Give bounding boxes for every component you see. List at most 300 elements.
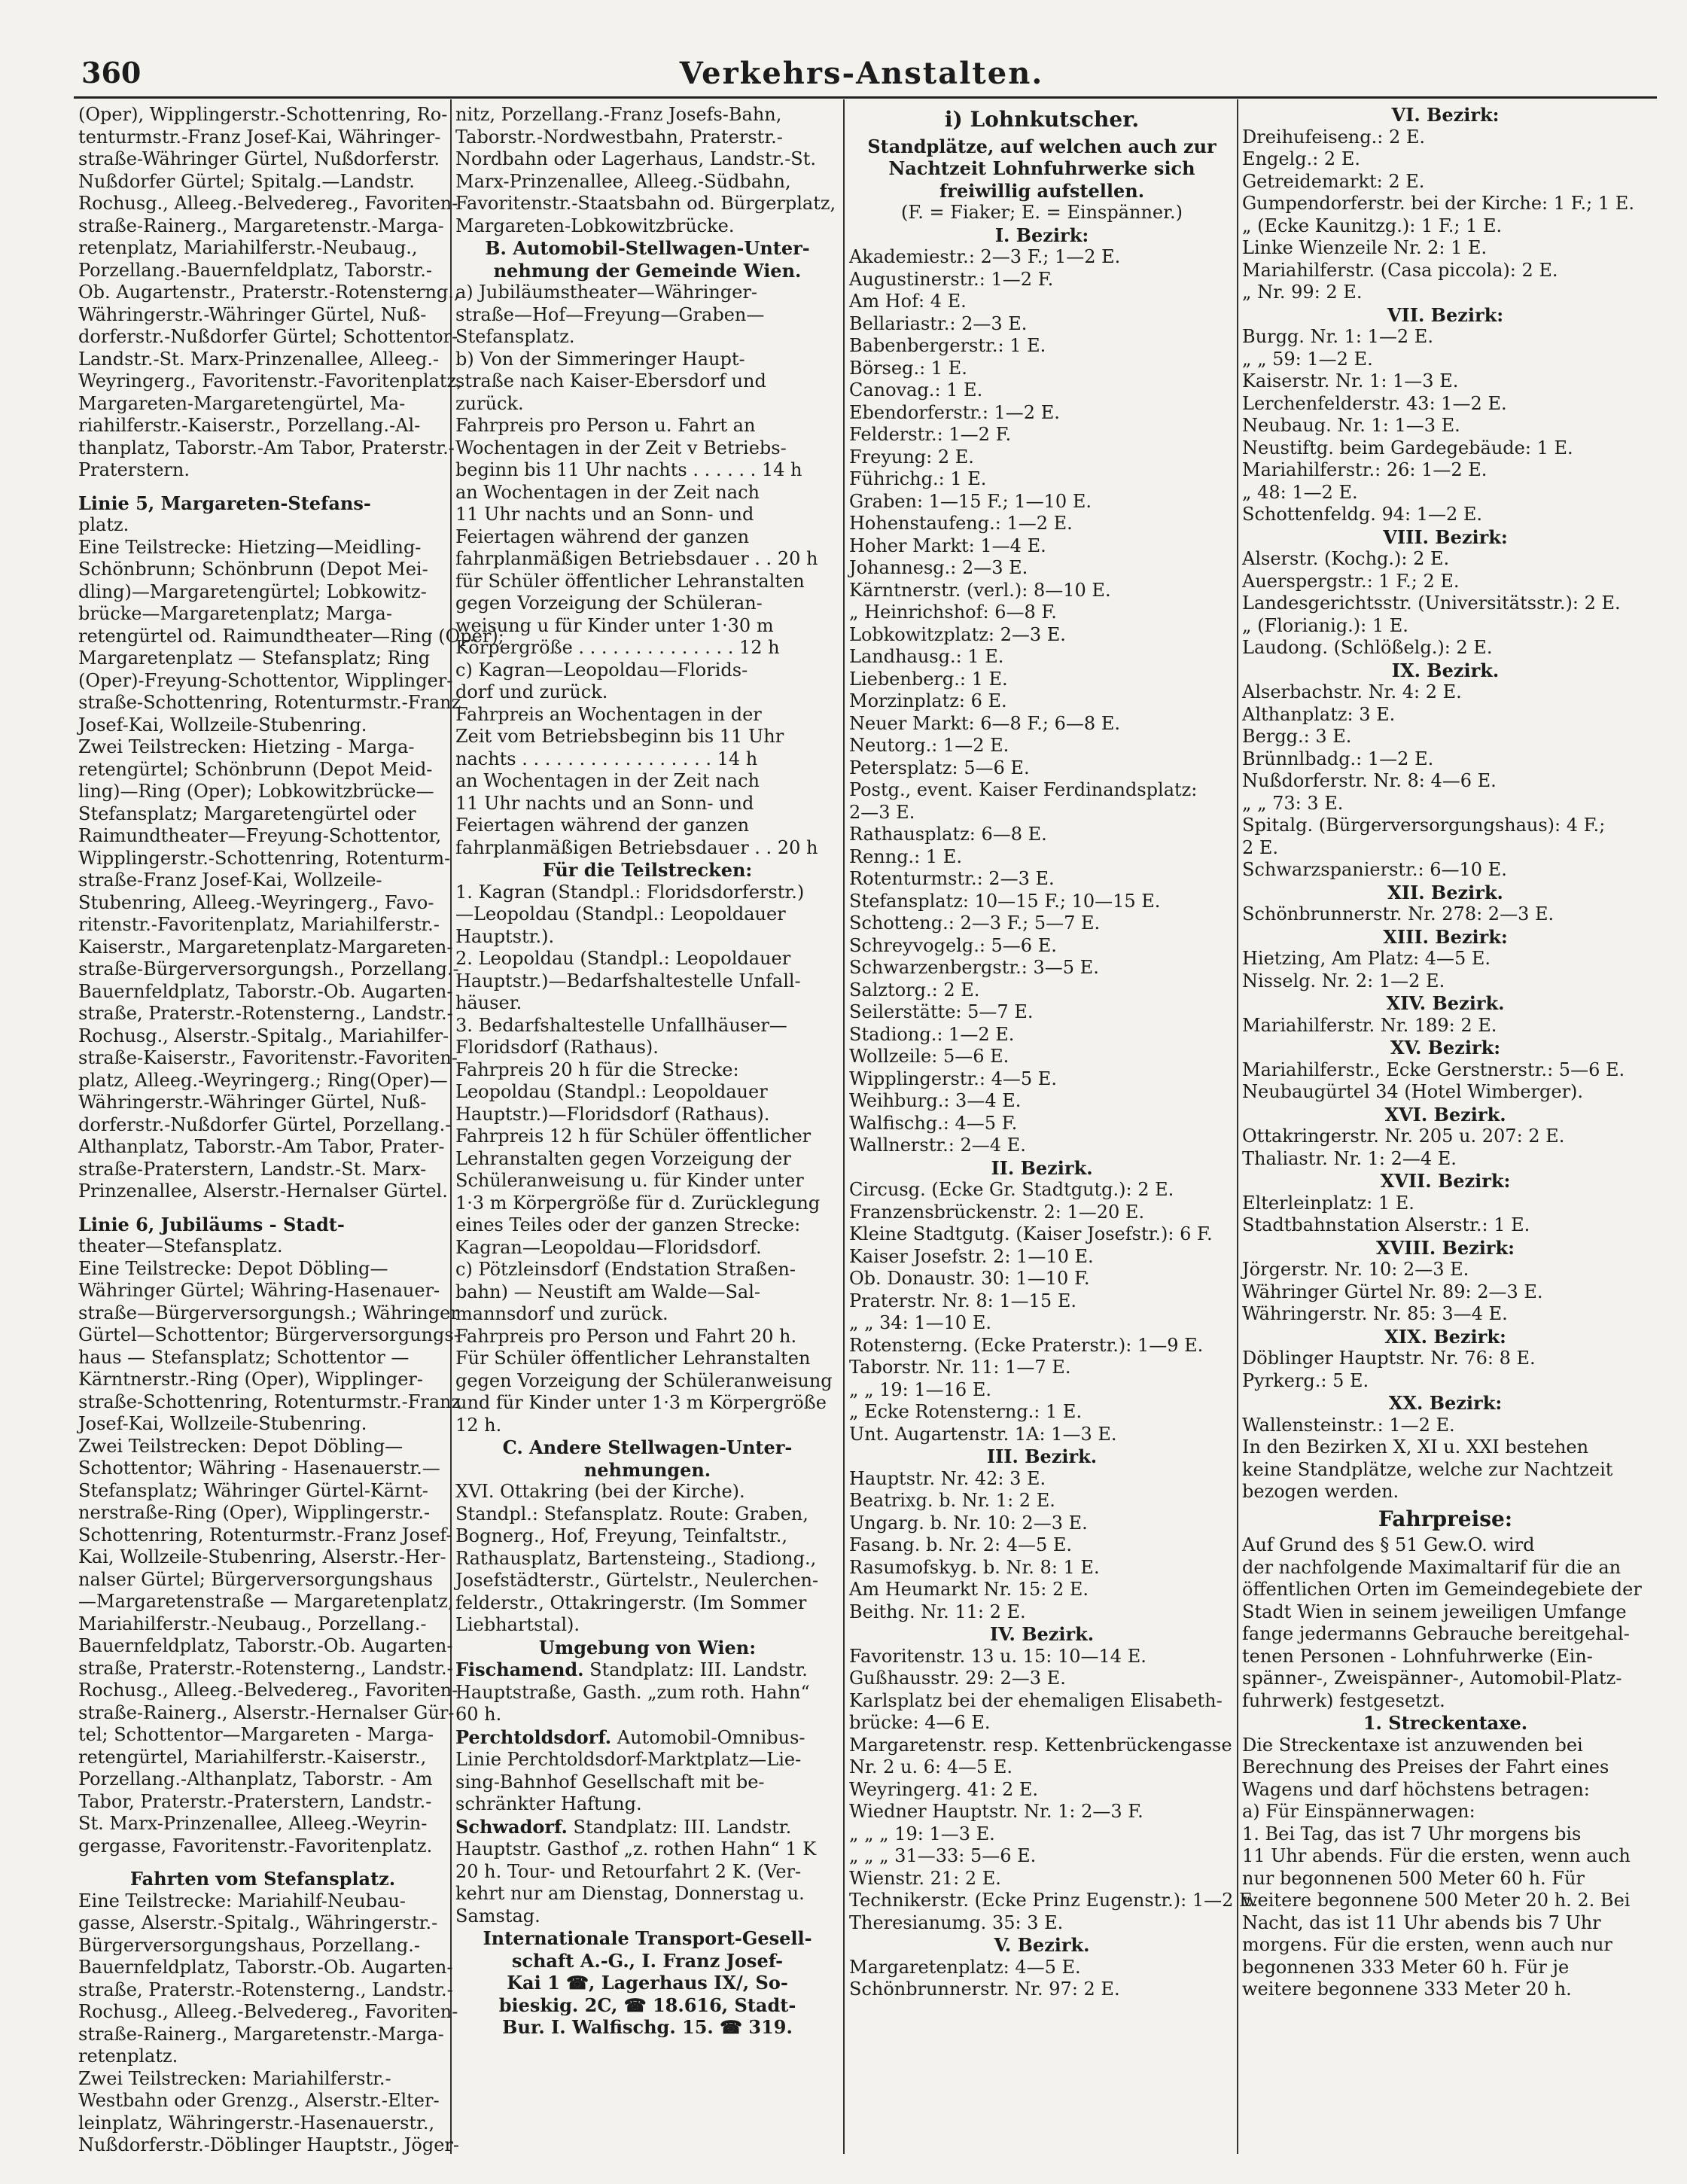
- text-line: Stadtbahnstation Alserstr.: 1 E.: [1242, 1214, 1530, 1235]
- text-line: Fahrten vom Stefansplatz.: [129, 1868, 396, 1890]
- text-line: „ „ 19: 1—16 E.: [849, 1378, 991, 1400]
- text-line: Fahrpreise:: [1378, 1506, 1513, 1531]
- text-line: straße-Praterstern, Landstr.-St. Marx-: [78, 1158, 427, 1180]
- text-line: Bergg.: 3 E.: [1242, 726, 1352, 747]
- text-line: Linke Wienzeile Nr. 2: 1 E.: [1242, 237, 1488, 258]
- text-line: „ „ „ 31—33: 5—6 E.: [849, 1845, 1037, 1866]
- text-line: öffentlichen Orten im Gemeindegebiete der: [1242, 1579, 1642, 1600]
- text-line: XVI. Ottakring (bei der Kirche).: [455, 1481, 745, 1502]
- text-line: an Wochentagen in der Zeit nach: [455, 481, 760, 503]
- text-line: Rasumofskyg. b. Nr. 8: 1 E.: [849, 1556, 1100, 1578]
- text-line: Babenbergerstr.: 1 E.: [849, 335, 1046, 356]
- text-line: Nußdorferstr.-Döblinger Hauptstr., Jöger-: [78, 2134, 460, 2155]
- text-line: Wipplingerstr.-Schottenring, Rotenturm-: [78, 847, 451, 869]
- text-line: Mariahilferstr., Ecke Gerstnerstr.: 5—6 E.: [1242, 1058, 1625, 1080]
- text-line: Stefansplatz; Margaretengürtel oder: [78, 803, 416, 824]
- text-line: dorf und zurück.: [455, 681, 608, 702]
- text-line: eines Teiles oder der ganzen Strecke:: [455, 1214, 801, 1235]
- text-line: XV. Bezirk:: [1390, 1037, 1501, 1058]
- text-line: Hauptstraße, Gasth. „zum roth. Hahn“: [455, 1681, 810, 1703]
- text-line: Postg., event. Kaiser Ferdinandsplatz:: [849, 779, 1198, 800]
- text-line: Währingerstr.-Währinger Gürtel, Nuß-: [78, 1092, 427, 1113]
- column-divider: [1237, 99, 1238, 2154]
- text-line: ritenstr.-Favoritenplatz, Mariahilferstr.-: [78, 914, 440, 935]
- text-line: nerstraße-Ring (Oper), Wipplingerstr.-: [78, 1502, 431, 1523]
- text-line: Schottenfeldg. 94: 1—2 E.: [1242, 504, 1483, 525]
- text-line: Renng.: 1 E.: [849, 845, 962, 867]
- text-line: [78, 1857, 447, 1868]
- text-line: Laudong. (Schlößelg.): 2 E.: [1242, 637, 1493, 658]
- text-line: Dreihufeiseng.: 2 E.: [1242, 126, 1425, 148]
- text-line: Hauptstr.).: [455, 925, 555, 947]
- text-line: Gumpendorferstr. bei der Kirche: 1 F.; 1 E.: [1242, 193, 1634, 214]
- text-line: Kaiserstr., Margaretenplatz-Margareten-: [78, 936, 453, 958]
- text-line: Kleine Stadtgutg. (Kaiser Josefstr.): 6 F.: [849, 1223, 1213, 1244]
- text-line: Margaretenplatz: 4—5 E.: [849, 1956, 1081, 1978]
- text-line: Mariahilferstr. Nr. 189: 2 E.: [1242, 1014, 1497, 1036]
- text-line: a) Für Einspännerwagen:: [1242, 1801, 1475, 1822]
- header-rule: [74, 96, 1657, 99]
- text-line: Jörgerstr. Nr. 10: 2—3 E.: [1242, 1259, 1469, 1280]
- text-line: Schönbrunnerstr. Nr. 97: 2 E.: [849, 1978, 1120, 2000]
- place-name: Fischamend.: [455, 1659, 584, 1680]
- text-line: Walfischg.: 4—5 F.: [849, 1112, 1018, 1134]
- text-line: Eine Teilstrecke: Depot Döbling—: [78, 1257, 388, 1279]
- text-line: Lobkowitzplatz: 2—3 E.: [849, 623, 1066, 645]
- text-line: gasse, Alserstr.-Spitalg., Währingerstr.-: [78, 1912, 438, 1933]
- text-line: Graben: 1—15 F.; 1—10 E.: [849, 490, 1092, 512]
- text-line: i) Lohnkutscher.: [944, 107, 1140, 132]
- text-line: Elterleinplatz: 1 E.: [1242, 1192, 1414, 1214]
- text-line: III. Bezirk.: [986, 1445, 1098, 1467]
- text-line: sing-Bahnhof Gesellschaft mit be-: [455, 1771, 765, 1793]
- text-line: Fasang. b. Nr. 2: 4—5 E.: [849, 1534, 1073, 1555]
- text-line: „ 48: 1—2 E.: [1242, 481, 1358, 503]
- text-line: Börseg.: 1 E.: [849, 357, 967, 379]
- text-line: Weyringerg., Favoritenstr.-Favoritenplatz,: [78, 370, 462, 391]
- text-line: fuhrwerk) festgesetzt.: [1242, 1689, 1445, 1711]
- text-line: straße, Praterstr.-Rotensterng., Landstr.-: [78, 1003, 453, 1024]
- text-line: „ (Ecke Kaunitzg.): 1 F.; 1 E.: [1242, 215, 1503, 236]
- text-line: „ „ 73: 3 E.: [1242, 792, 1344, 814]
- text-line: a) Jubiläumstheater—Währinger-: [455, 282, 757, 303]
- text-line: spänner-, Zweispänner-, Automobil-Platz-: [1242, 1668, 1622, 1689]
- text-line: Akademiestr.: 2—3 F.; 1—2 E.: [849, 246, 1121, 267]
- text-line: IV. Bezirk.: [989, 1623, 1095, 1645]
- text-line: I. Bezirk:: [994, 224, 1089, 246]
- text-line: Praterstr. Nr. 8: 1—15 E.: [849, 1290, 1076, 1311]
- text-line: keine Standplätze, welche zur Nachtzeit: [1242, 1458, 1613, 1480]
- text-line: Praterstern.: [78, 459, 190, 480]
- text-line: „ „ 34: 1—10 E.: [849, 1312, 991, 1333]
- text-line: Schwarzenbergstr.: 3—5 E.: [849, 957, 1099, 978]
- text-line: Brünnlbadg.: 1—2 E.: [1242, 748, 1434, 769]
- text-line: freiwillig aufstellen.: [939, 179, 1145, 202]
- text-line: Schönbrunnerstr. Nr. 278: 2—3 E.: [1242, 903, 1555, 924]
- text-line: bezogen werden.: [1242, 1481, 1399, 1502]
- text-line: Taborstr.-Nordwestbahn, Praterstr.-: [455, 126, 783, 148]
- text-line: Neubaug. Nr. 1: 1—3 E.: [1242, 415, 1460, 436]
- text-line: Hauptstr.)—Floridsdorf (Rathaus).: [455, 1103, 770, 1125]
- text-line: Wallensteinstr.: 1—2 E.: [1242, 1414, 1455, 1436]
- text-line: Ob. Donaustr. 30: 1—10 F.: [849, 1268, 1090, 1289]
- text-line: Neuer Markt: 6—8 F.; 6—8 E.: [849, 712, 1120, 734]
- text-line: nalser Gürtel; Bürgerversorgungshaus: [78, 1568, 433, 1590]
- text-line: weitere begonnene 500 Meter 20 h. 2. Bei: [1242, 1890, 1631, 1911]
- text-line: XVIII. Bezirk:: [1375, 1236, 1515, 1259]
- text-line: Kagran—Leopoldau—Floridsdorf.: [455, 1236, 762, 1258]
- text-line: straße-Rainerg., Margaretenstr.-Marga-: [78, 215, 444, 236]
- text-line: 2 E.: [1242, 836, 1279, 858]
- text-line: Hauptstr.)—Bedarfshaltestelle Unfall-: [455, 970, 801, 991]
- text-line: Westbahn oder Grenzg., Alserstr.-Elter-: [78, 2090, 440, 2111]
- text-line: Favoritenstr.-Staatsbahn od. Bürgerplatz,: [455, 193, 836, 214]
- text-line: Thaliastr. Nr. 1: 2—4 E.: [1242, 1147, 1457, 1169]
- text-line: Althanplatz: 3 E.: [1242, 703, 1396, 725]
- text-line: In den Bezirken X, XI u. XXI bestehen: [1242, 1436, 1589, 1458]
- text-line: C. Andere Stellwagen-Unter-: [502, 1436, 793, 1458]
- page-number: 360: [81, 56, 142, 90]
- text-line: fahrplanmäßigen Betriebsdauer . . 20 h: [455, 548, 818, 569]
- text-line: Kärntnerstr. (verl.): 8—10 E.: [849, 579, 1111, 601]
- text-line: Schönbrunn; Schönbrunn (Depot Mei-: [78, 559, 428, 580]
- text-line: Bauernfeldplatz, Taborstr.-Ob. Augarten-: [78, 980, 453, 1002]
- text-line: tel; Schottentor—Margareten - Marga-: [78, 1724, 434, 1745]
- text-line: Wipplingerstr.: 4—5 E.: [849, 1068, 1057, 1089]
- text-line: Raimundtheater—Freyung-Schottentor,: [78, 825, 442, 846]
- text-line: häuser.: [455, 992, 522, 1013]
- text-line: XII. Bezirk.: [1387, 881, 1503, 903]
- text-line: „ „ 59: 1—2 E.: [1242, 348, 1373, 370]
- text-line: tenen Personen - Lohnfuhrwerke (Ein-: [1242, 1645, 1593, 1667]
- text-line: Rathausplatz, Bartensteing., Stadiong.,: [455, 1547, 817, 1569]
- text-line: B. Automobil-Stellwagen-Unter-: [485, 237, 810, 259]
- text-line: Ungarg. b. Nr. 10: 2—3 E.: [849, 1512, 1088, 1534]
- text-line: Kaiserstr. Nr. 1: 1—3 E.: [1242, 370, 1459, 391]
- text-line: Weyringerg. 41: 2 E.: [849, 1778, 1039, 1800]
- text-line: Rochusg., Alleeg.-Belvedereg., Favoriten-: [78, 1680, 458, 1701]
- text-line: Hauptstr. Nr. 42: 3 E.: [849, 1467, 1046, 1489]
- text-line: Rathausplatz: 6—8 E.: [849, 824, 1047, 845]
- text-line: leinplatz, Währingerstr.-Hasenauerstr.,: [78, 2112, 435, 2134]
- text-line: straße, Praterstr.-Rotensterng., Landstr.-: [78, 1978, 453, 2000]
- text-line: (F. = Fiaker; E. = Einspänner.): [901, 202, 1183, 223]
- text-line: Salztorg.: 2 E.: [849, 979, 980, 1001]
- text-line: Engelg.: 2 E.: [1242, 148, 1360, 169]
- text-line: VII. Bezirk:: [1387, 303, 1504, 326]
- text-line: XVII. Bezirk:: [1380, 1170, 1511, 1192]
- place-name: Schwadorf.: [455, 1815, 568, 1838]
- text-line: Hoher Markt: 1—4 E.: [849, 535, 1046, 556]
- text-line: theater—Stefansplatz.: [78, 1235, 283, 1256]
- text-line: brücke—Margaretenplatz; Marga-: [78, 603, 392, 624]
- text-line: Morzinplatz: 6 E.: [849, 690, 1007, 711]
- text-line: dorferstr.-Nußdorfer Gürtel, Porzellang.-: [78, 1113, 452, 1135]
- text-line: nehmung der Gemeinde Wien.: [493, 259, 802, 282]
- text-line: IX. Bezirk.: [1391, 659, 1500, 681]
- text-line: „ Heinrichshof: 6—8 F.: [849, 602, 1057, 623]
- text-line: XIII. Bezirk:: [1383, 925, 1508, 948]
- text-line: „ (Florianig.): 1 E.: [1242, 614, 1408, 636]
- text-line: Zwei Teilstrecken: Depot Döbling—: [78, 1435, 403, 1457]
- text-line: Am Heumarkt Nr. 15: 2 E.: [849, 1579, 1089, 1600]
- text-line: Fahrpreis pro Person u. Fahrt an: [455, 415, 756, 436]
- text-line: Fahrpreis 12 h für Schüler öffentlicher: [455, 1126, 812, 1147]
- text-line: Neustiftg. beim Gardegebäude: 1 E.: [1242, 437, 1573, 458]
- text-line: Nordbahn oder Lagerhaus, Landstr.-St.: [455, 148, 817, 169]
- text-line: Beithg. Nr. 11: 2 E.: [849, 1601, 1026, 1622]
- text-line: 11 Uhr abends. Für die ersten, wenn auch: [1242, 1845, 1631, 1866]
- text-line: 2. Leopoldau (Standpl.: Leopoldauer: [455, 948, 791, 969]
- column-3: [849, 104, 1259, 2154]
- text-line: straße—Hof—Freyung—Graben—: [455, 303, 765, 325]
- text-line: straße—Bürgerversorgungsh.; Währinger: [78, 1302, 459, 1323]
- text-line: XX. Bezirk:: [1388, 1392, 1503, 1414]
- text-line: Landhausg.: 1 E.: [849, 646, 1004, 667]
- text-line: Rotenturmstr.: 2—3 E.: [849, 868, 1055, 889]
- text-line: Bauernfeldplatz, Taborstr.-Ob. Augarten-: [78, 1957, 453, 1978]
- text-line: Umgebung von Wien:: [538, 1636, 757, 1659]
- text-line: haus — Stefansplatz; Schottentor —: [78, 1346, 410, 1368]
- text-line: Weihburg.: 3—4 E.: [849, 1090, 1022, 1111]
- text-line: Stefansplatz; Währinger Gürtel-Kärnt-: [78, 1479, 428, 1501]
- text-line: Schreyvogelg.: 5—6 E.: [849, 934, 1057, 956]
- text-line: Samstag.: [455, 1905, 541, 1927]
- text-line: 1·3 m Körpergröße für d. Zurücklegung: [455, 1192, 821, 1214]
- text-line: Fahrpreis an Wochentagen in der: [455, 703, 762, 725]
- text-line: Alserstr. (Kochg.): 2 E.: [1242, 548, 1450, 569]
- text-line: VI. Bezirk:: [1391, 104, 1500, 126]
- text-line: straße-Bürgerversorgungsh., Porzellang.-: [78, 958, 459, 979]
- text-line: VIII. Bezirk:: [1383, 525, 1508, 548]
- text-line: Hohenstaufeng.: 1—2 E.: [849, 513, 1073, 534]
- text-line: 1. Streckentaxe.: [1363, 1712, 1528, 1734]
- text-line: bieskig. 2C, ☎ 18.616, Stadt-: [498, 1994, 796, 2016]
- text-line: Döblinger Hauptstr. Nr. 76: 8 E.: [1242, 1348, 1536, 1369]
- text-line: Margaretenstr. resp. Kettenbrückengasse: [849, 1734, 1232, 1756]
- text-line: Auerspergstr.: 1 F.; 2 E.: [1242, 570, 1460, 592]
- text-line: Feiertagen während der ganzen: [455, 525, 750, 547]
- text-line: Zeit vom Betriebsbeginn bis 11 Uhr: [455, 726, 784, 747]
- text-line: Burgg. Nr. 1: 1—2 E.: [1242, 326, 1433, 347]
- text-line: 1. Bei Tag, das ist 7 Uhr morgens bis: [1242, 1823, 1582, 1844]
- text-line: Zwei Teilstrecken: Hietzing - Marga-: [78, 736, 415, 757]
- text-line: Fischamend. Standplatz: III. Landstr.: [455, 1659, 808, 1680]
- text-line: für Schüler öffentlicher Lehranstalten: [455, 570, 805, 592]
- text-line: Canovag.: 1 E.: [849, 379, 983, 401]
- text-line: Alserbachstr. Nr. 4: 2 E.: [1242, 681, 1462, 702]
- text-line: fange jedermanns Gebrauche bereitgehal-: [1242, 1623, 1630, 1644]
- text-line: (Oper)-Freyung-Schottentor, Wipplinger-: [78, 669, 453, 691]
- text-line: [78, 1203, 447, 1214]
- text-line: Bürgerversorgungshaus, Porzellang.-: [78, 1934, 420, 1956]
- text-line: Porzellang.-Althanplatz, Taborstr. - Am: [78, 1768, 433, 1790]
- text-line: Wochentagen in der Zeit v Betriebs-: [455, 437, 787, 458]
- text-line: Stubenring, Alleeg.-Weyringerg., Favo-: [78, 891, 434, 913]
- text-line: (Oper), Wipplingerstr.-Schottenring, Ro-: [78, 104, 448, 125]
- text-line: bahn) — Neustift am Walde—Sal-: [455, 1281, 761, 1302]
- text-line: platz.: [78, 514, 129, 535]
- text-line: 60 h.: [455, 1704, 502, 1725]
- text-line: Porzellang.-Bauernfeldplatz, Taborstr.-: [78, 259, 432, 281]
- text-line: Spitalg. (Bürgerversorgungshaus): 4 F.;: [1242, 815, 1606, 836]
- text-line: Wallnerstr.: 2—4 E.: [849, 1135, 1026, 1156]
- text-line: Bur. I. Walfischg. 15. ☎ 319.: [502, 2016, 793, 2038]
- text-line: Hietzing, Am Platz: 4—5 E.: [1242, 948, 1491, 969]
- text-line: begonnenen 333 Meter 60 h. Für je: [1242, 1956, 1570, 1978]
- text-line: Beatrixg. b. Nr. 1: 2 E.: [849, 1490, 1055, 1511]
- text-line: riahilferstr.-Kaiserstr., Porzellang.-Al-: [78, 415, 421, 436]
- text-line: Nachtzeit Lohnfuhrwerke sich: [888, 157, 1195, 179]
- text-line: Währingerstr.-Währinger Gürtel, Nuß-: [78, 303, 427, 325]
- text-line: Althanplatz, Taborstr.-Am Tabor, Prater-: [78, 1136, 445, 1157]
- text-line: Circusg. (Ecke Gr. Stadtgutg.): 2 E.: [849, 1179, 1174, 1200]
- text-line: mannsdorf und zurück.: [455, 1303, 668, 1324]
- text-line: straße-Schottenring, Rotenturmstr.-Franz: [78, 1391, 461, 1412]
- text-line: Eine Teilstrecke: Mariahilf-Neubau-: [78, 1890, 406, 1911]
- text-line: 1. Kagran (Standpl.: Floridsdorferstr.): [455, 881, 805, 903]
- column-2: [455, 104, 839, 2154]
- text-line: Floridsdorf (Rathaus).: [455, 1037, 659, 1058]
- text-line: 11 Uhr nachts und an Sonn- und: [455, 504, 754, 525]
- text-line: Schüleranweisung u. für Kinder unter: [455, 1170, 804, 1191]
- text-line: 12 h.: [455, 1414, 502, 1436]
- text-line: Für die Teilstrecken:: [542, 859, 753, 881]
- text-line: Wollzeile: 5—6 E.: [849, 1046, 1009, 1067]
- text-line: Ottakringerstr. Nr. 205 u. 207: 2 E.: [1242, 1126, 1565, 1147]
- text-line: Linie 5, Margareten-Stefans-: [78, 492, 371, 514]
- text-line: Liebhartstal).: [455, 1614, 580, 1635]
- text-line: Standplätze, auf welchen auch zur: [867, 135, 1217, 157]
- text-line: 11 Uhr nachts und an Sonn- und: [455, 792, 754, 814]
- text-line: Augustinerstr.: 1—2 F.: [849, 268, 1054, 290]
- text-line: Technikerstr. (Ecke Prinz Eugenstr.): 1—2 E.: [849, 1890, 1259, 1911]
- text-line: straße-Kaiserstr., Favoritenstr.-Favoriten-: [78, 1047, 458, 1068]
- text-line: Am Hof: 4 E.: [849, 291, 967, 312]
- text-line: —Leopoldau (Standpl.: Leopoldauer: [455, 903, 786, 924]
- text-line: [78, 482, 447, 492]
- text-line: Kai, Wollzeile-Stubenring, Alserstr.-Her-: [78, 1546, 446, 1567]
- text-line: Landstr.-St. Marx-Prinzenallee, Alleeg.-: [78, 348, 440, 370]
- text-line: morgens. Für die ersten, wenn auch nur: [1242, 1934, 1612, 1955]
- text-line: retengürtel, Mariahilferstr.-Kaiserstr.,: [78, 1746, 427, 1768]
- text-line: platz, Alleeg.-Weyringerg.; Ring(Oper)—: [78, 1069, 448, 1091]
- text-line: Führichg.: 1 E.: [849, 468, 987, 489]
- text-line: Rotensterng. (Ecke Praterstr.): 1—9 E.: [849, 1334, 1204, 1356]
- page-title: Verkehrs-Anstalten.: [679, 56, 1044, 91]
- text-line: Petersplatz: 5—6 E.: [849, 757, 1030, 778]
- text-line: St. Marx-Prinzenallee, Alleeg.-Weyrin-: [78, 1813, 428, 1834]
- text-line: tenturmstr.-Franz Josef-Kai, Währinger-: [78, 126, 441, 148]
- text-line: nitz, Porzellang.-Franz Josefs-Bahn,: [455, 104, 782, 125]
- text-line: der nachfolgende Maximaltarif für die an: [1242, 1556, 1622, 1578]
- text-line: Schottentor; Währing - Hasenauerstr.—: [78, 1458, 440, 1479]
- text-line: gegen Vorzeigung der Schüleran-: [455, 592, 763, 614]
- text-line: Gürtel—Schottentor; Bürgerversorgungs-: [78, 1324, 460, 1345]
- text-line: Zwei Teilstrecken: Mariahilferstr.-: [78, 2067, 391, 2089]
- text-line: Wagens und darf höchstens betragen:: [1242, 1778, 1590, 1800]
- text-line: „ Nr. 99: 2 E.: [1242, 282, 1363, 303]
- page-header: [81, 56, 1642, 98]
- text-line: Kai 1 ☎, Lagerhaus IX/, So-: [507, 1972, 788, 1994]
- text-line: Johannesg.: 2—3 E.: [849, 557, 1028, 578]
- text-line: Währinger Gürtel Nr. 89: 2—3 E.: [1242, 1281, 1543, 1302]
- text-line: Nußdorfer Gürtel; Spitalg.—Landstr.: [78, 170, 415, 192]
- text-line: Mariahilferstr. (Casa piccola): 2 E.: [1242, 259, 1558, 281]
- text-line: Leopoldau (Standpl.: Leopoldauer: [455, 1081, 768, 1102]
- text-line: Mariahilferstr.: 26: 1—2 E.: [1242, 459, 1488, 480]
- text-line: Standpl.: Stefansplatz. Route: Graben,: [455, 1503, 808, 1525]
- text-line: Lehranstalten gegen Vorzeigung der: [455, 1147, 791, 1169]
- text-line: retengürtel; Schönbrunn (Depot Meid-: [78, 758, 433, 780]
- text-line: weisung u für Kinder unter 1·30 m: [455, 614, 774, 636]
- text-line: Fahrpreis 20 h für die Strecke:: [455, 1058, 739, 1080]
- text-line: brücke: 4—6 E.: [849, 1712, 991, 1733]
- text-line: Margareten-Lobkowitzbrücke.: [455, 215, 735, 236]
- text-line: Felderstr.: 1—2 F.: [849, 424, 1012, 445]
- text-line: straße, Praterstr.-Rotensterng., Landstr.-: [78, 1657, 453, 1679]
- text-line: b) Von der Simmeringer Haupt-: [455, 348, 745, 370]
- text-line: straße-Schottenring, Rotenturmstr.-Franz: [78, 692, 461, 713]
- text-line: Rochusg., Alleeg.-Belvedereg., Favoriten-: [78, 193, 458, 214]
- text-line: Margareten-Margaretengürtel, Ma-: [78, 392, 406, 414]
- text-line: Unt. Augartenstr. 1A: 1—3 E.: [849, 1423, 1117, 1445]
- text-line: Berechnung des Preises der Fahrt eines: [1242, 1756, 1609, 1777]
- text-line: schränkter Haftung.: [455, 1793, 642, 1814]
- text-line: 3. Bedarfshaltestelle Unfallhäuser—: [455, 1014, 787, 1036]
- text-line: retenplatz.: [78, 2045, 178, 2067]
- text-line: Bauernfeldplatz, Taborstr.-Ob. Augarten-: [78, 1635, 453, 1656]
- text-line: Liebenberg.: 1 E.: [849, 668, 1008, 690]
- text-line: —Margaretenstraße — Margaretenplatz,: [78, 1591, 454, 1612]
- text-line: Währinger Gürtel; Währing-Hasenauer-: [78, 1280, 440, 1301]
- text-line: XIV. Bezirk.: [1386, 992, 1505, 1014]
- text-line: dorferstr.-Nußdorfer Gürtel; Schottentor-: [78, 326, 458, 347]
- text-line: Josefstädterstr., Gürtelstr., Neulerchen-: [455, 1570, 819, 1591]
- text-line: Freyung: 2 E.: [849, 446, 974, 468]
- text-line: Taborstr. Nr. 11: 1—7 E.: [849, 1357, 1071, 1378]
- text-line: Nr. 2 u. 6: 4—5 E.: [849, 1756, 1013, 1777]
- text-line: straße-Rainerg., Margaretenstr.-Marga-: [78, 2023, 444, 2045]
- text-line: Ob. Augartenstr., Praterstr.-Rotensterng.,: [78, 282, 460, 303]
- text-line: Hauptstr. Gasthof „z. rothen Hahn“ 1 K: [455, 1838, 817, 1860]
- text-line: weitere begonnene 333 Meter 20 h.: [1242, 1978, 1572, 2000]
- text-line: Favoritenstr. 13 u. 15: 10—14 E.: [849, 1645, 1146, 1667]
- text-line: fahrplanmäßigen Betriebsdauer . . 20 h: [455, 836, 818, 858]
- text-line: gergasse, Favoritenstr.-Favoritenplatz.: [78, 1835, 433, 1857]
- text-line: Auf Grund des § 51 Gew.O. wird: [1242, 1534, 1535, 1555]
- text-line: dling)—Margaretengürtel; Lobkowitz-: [78, 580, 427, 602]
- text-line: „ Ecke Rotensterng.: 1 E.: [849, 1401, 1083, 1422]
- text-line: Eine Teilstrecke: Hietzing—Meidling-: [78, 536, 422, 558]
- place-name: Perchtoldsdorf.: [455, 1726, 612, 1748]
- text-line: straße nach Kaiser-Ebersdorf und: [455, 370, 766, 391]
- text-line: Franzensbrückenstr. 2: 1—20 E.: [849, 1201, 1145, 1223]
- text-line: Mariahilferstr.-Neubaug., Porzellang.-: [78, 1613, 427, 1634]
- text-line: beginn bis 11 Uhr nachts . . . . . . 14 h: [455, 459, 802, 480]
- text-line: 2—3 E.: [849, 801, 915, 823]
- text-line: Pyrkerg.: 5 E.: [1242, 1369, 1369, 1391]
- text-line: Schottenring, Rotenturmstr.-Franz Josef-: [78, 1524, 452, 1546]
- text-line: straße-Franz Josef-Kai, Wollzeile-: [78, 870, 382, 891]
- text-line: c) Kagran—Leopoldau—Florids-: [455, 659, 748, 681]
- text-line: nachts . . . . . . . . . . . . . . . . . 14 h: [455, 748, 758, 769]
- text-line: Bellariastr.: 2—3 E.: [849, 312, 1028, 334]
- text-line: „ „ „ 19: 1—3 E.: [849, 1823, 995, 1844]
- text-line: Josef-Kai, Wollzeile-Stubenring.: [78, 714, 367, 736]
- text-line: Rochusg., Alserstr.-Spitalg., Mariahilfer-: [78, 1025, 449, 1046]
- text-line: ling)—Ring (Oper); Lobkowitzbrücke—: [78, 781, 434, 802]
